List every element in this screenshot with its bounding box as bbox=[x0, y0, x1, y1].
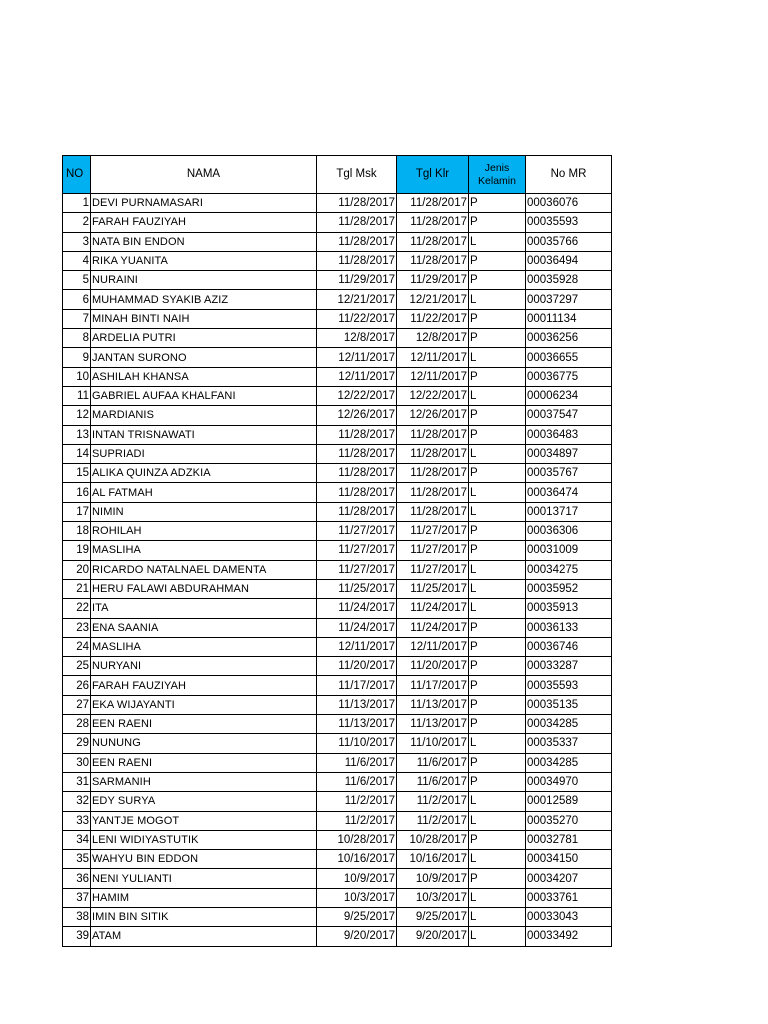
cell-no-mr[interactable]: 00035593 bbox=[526, 676, 612, 695]
cell-no[interactable]: 15 bbox=[63, 464, 91, 483]
cell-tgl-klr[interactable]: 12/22/2017 bbox=[397, 386, 469, 405]
cell-nama[interactable]: FARAH FAUZIYAH bbox=[91, 213, 317, 232]
cell-tgl-klr[interactable]: 11/28/2017 bbox=[397, 232, 469, 251]
cell-nama[interactable]: SUPRIADI bbox=[91, 444, 317, 463]
cell-no-mr[interactable]: 00013717 bbox=[526, 502, 612, 521]
cell-no[interactable]: 10 bbox=[63, 367, 91, 386]
cell-nama[interactable]: ROHILAH bbox=[91, 522, 317, 541]
table-row bbox=[63, 425, 612, 444]
cell-no-mr[interactable]: 00034150 bbox=[526, 850, 612, 869]
cell-no[interactable]: 27 bbox=[63, 695, 91, 714]
cell-no-mr[interactable]: 00034970 bbox=[526, 772, 612, 791]
cell-no-mr[interactable]: 00037297 bbox=[526, 290, 612, 309]
table-row bbox=[63, 830, 612, 849]
patient-table bbox=[62, 155, 612, 947]
table-row bbox=[63, 792, 612, 811]
cell-tgl-msk[interactable]: 11/28/2017 bbox=[317, 464, 397, 483]
header-jenis-kelamin-line1: Jenis bbox=[484, 161, 510, 174]
cell-no-mr[interactable]: 00011134 bbox=[526, 309, 612, 328]
cell-tgl-msk[interactable]: 11/6/2017 bbox=[317, 772, 397, 791]
cell-nama[interactable]: NUNUNG bbox=[91, 734, 317, 753]
cell-jenis-kelamin[interactable]: L bbox=[469, 348, 526, 367]
cell-tgl-msk[interactable]: 9/20/2017 bbox=[317, 927, 397, 946]
table-row bbox=[63, 560, 612, 579]
table-row bbox=[63, 772, 612, 791]
table-row bbox=[63, 811, 612, 830]
cell-nama[interactable]: EEN RAENI bbox=[91, 715, 317, 734]
cell-no-mr[interactable]: 00033492 bbox=[526, 927, 612, 946]
cell-nama[interactable]: LENI WIDIYASTUTIK bbox=[91, 830, 317, 849]
cell-tgl-klr[interactable]: 11/24/2017 bbox=[397, 599, 469, 618]
cell-nama[interactable]: ITA bbox=[91, 599, 317, 618]
cell-jenis-kelamin[interactable]: P bbox=[469, 194, 526, 213]
cell-jenis-kelamin[interactable]: L bbox=[469, 444, 526, 463]
cell-no[interactable]: 13 bbox=[63, 425, 91, 444]
cell-jenis-kelamin[interactable]: P bbox=[469, 309, 526, 328]
cell-jenis-kelamin[interactable]: L bbox=[469, 792, 526, 811]
cell-tgl-msk[interactable]: 11/28/2017 bbox=[317, 502, 397, 521]
cell-tgl-msk[interactable]: 11/6/2017 bbox=[317, 753, 397, 772]
cell-tgl-klr[interactable]: 11/22/2017 bbox=[397, 309, 469, 328]
cell-nama[interactable]: JANTAN SURONO bbox=[91, 348, 317, 367]
cell-nama[interactable]: DEVI PURNAMASARI bbox=[91, 194, 317, 213]
cell-tgl-msk[interactable]: 11/13/2017 bbox=[317, 715, 397, 734]
cell-no-mr[interactable]: 00034285 bbox=[526, 715, 612, 734]
header-no-mr[interactable]: No MR bbox=[526, 156, 612, 194]
cell-tgl-msk[interactable]: 11/13/2017 bbox=[317, 695, 397, 714]
table-row bbox=[63, 251, 612, 270]
cell-tgl-klr[interactable]: 11/28/2017 bbox=[397, 194, 469, 213]
cell-tgl-msk[interactable]: 10/3/2017 bbox=[317, 888, 397, 907]
cell-jenis-kelamin[interactable]: L bbox=[469, 386, 526, 405]
cell-no[interactable]: 23 bbox=[63, 618, 91, 637]
table-body bbox=[63, 194, 612, 947]
cell-no-mr[interactable]: 00034897 bbox=[526, 444, 612, 463]
cell-jenis-kelamin[interactable]: P bbox=[469, 464, 526, 483]
header-jenis-kelamin[interactable] bbox=[469, 156, 526, 194]
cell-jenis-kelamin[interactable]: P bbox=[469, 618, 526, 637]
table-row bbox=[63, 734, 612, 753]
cell-nama[interactable]: WAHYU BIN EDDON bbox=[91, 850, 317, 869]
cell-jenis-kelamin[interactable]: L bbox=[469, 927, 526, 946]
cell-jenis-kelamin[interactable]: P bbox=[469, 869, 526, 888]
table-row bbox=[63, 695, 612, 714]
cell-no-mr[interactable]: 00036306 bbox=[526, 522, 612, 541]
cell-no-mr[interactable]: 00035593 bbox=[526, 213, 612, 232]
cell-jenis-kelamin[interactable]: P bbox=[469, 271, 526, 290]
cell-tgl-msk[interactable]: 11/2/2017 bbox=[317, 792, 397, 811]
cell-tgl-klr[interactable]: 12/11/2017 bbox=[397, 637, 469, 656]
cell-jenis-kelamin[interactable]: L bbox=[469, 232, 526, 251]
cell-tgl-klr[interactable]: 12/11/2017 bbox=[397, 367, 469, 386]
cell-no[interactable]: 32 bbox=[63, 792, 91, 811]
cell-no[interactable]: 22 bbox=[63, 599, 91, 618]
cell-no[interactable]: 9 bbox=[63, 348, 91, 367]
table-row bbox=[63, 715, 612, 734]
table-row bbox=[63, 290, 612, 309]
table-row bbox=[63, 522, 612, 541]
cell-no-mr[interactable]: 00036746 bbox=[526, 637, 612, 656]
cell-tgl-klr[interactable]: 11/28/2017 bbox=[397, 213, 469, 232]
cell-tgl-msk[interactable]: 11/29/2017 bbox=[317, 271, 397, 290]
cell-tgl-msk[interactable]: 11/27/2017 bbox=[317, 560, 397, 579]
cell-tgl-msk[interactable]: 11/28/2017 bbox=[317, 251, 397, 270]
cell-tgl-klr[interactable]: 11/28/2017 bbox=[397, 444, 469, 463]
cell-no-mr[interactable]: 00033043 bbox=[526, 907, 612, 926]
table-row bbox=[63, 367, 612, 386]
cell-nama[interactable]: ASHILAH KHANSA bbox=[91, 367, 317, 386]
cell-tgl-msk[interactable]: 11/28/2017 bbox=[317, 444, 397, 463]
cell-tgl-msk[interactable]: 11/28/2017 bbox=[317, 425, 397, 444]
cell-no[interactable]: 7 bbox=[63, 309, 91, 328]
cell-nama[interactable]: FARAH FAUZIYAH bbox=[91, 676, 317, 695]
cell-no[interactable]: 2 bbox=[63, 213, 91, 232]
cell-no[interactable]: 12 bbox=[63, 406, 91, 425]
cell-no[interactable]: 31 bbox=[63, 772, 91, 791]
cell-nama[interactable]: ENA SAANIA bbox=[91, 618, 317, 637]
cell-tgl-klr[interactable]: 11/29/2017 bbox=[397, 271, 469, 290]
cell-jenis-kelamin[interactable]: L bbox=[469, 560, 526, 579]
cell-tgl-msk[interactable]: 11/22/2017 bbox=[317, 309, 397, 328]
cell-jenis-kelamin[interactable]: P bbox=[469, 213, 526, 232]
cell-no-mr[interactable]: 00034207 bbox=[526, 869, 612, 888]
cell-nama[interactable]: MARDIANIS bbox=[91, 406, 317, 425]
table-row bbox=[63, 348, 612, 367]
cell-no[interactable]: 38 bbox=[63, 907, 91, 926]
cell-no[interactable]: 33 bbox=[63, 811, 91, 830]
cell-no-mr[interactable]: 00036655 bbox=[526, 348, 612, 367]
cell-tgl-msk[interactable]: 11/17/2017 bbox=[317, 676, 397, 695]
cell-tgl-klr[interactable]: 11/2/2017 bbox=[397, 811, 469, 830]
cell-tgl-msk[interactable]: 11/10/2017 bbox=[317, 734, 397, 753]
cell-no-mr[interactable]: 00036483 bbox=[526, 425, 612, 444]
cell-jenis-kelamin[interactable]: L bbox=[469, 907, 526, 926]
cell-tgl-klr[interactable]: 10/9/2017 bbox=[397, 869, 469, 888]
cell-tgl-msk[interactable]: 10/28/2017 bbox=[317, 830, 397, 849]
cell-tgl-klr[interactable]: 10/28/2017 bbox=[397, 830, 469, 849]
cell-tgl-klr[interactable]: 11/17/2017 bbox=[397, 676, 469, 695]
cell-tgl-msk[interactable]: 10/16/2017 bbox=[317, 850, 397, 869]
cell-jenis-kelamin[interactable]: L bbox=[469, 599, 526, 618]
cell-nama[interactable]: GABRIEL AUFAA KHALFANI bbox=[91, 386, 317, 405]
cell-tgl-msk[interactable]: 11/28/2017 bbox=[317, 213, 397, 232]
cell-tgl-klr[interactable]: 11/25/2017 bbox=[397, 579, 469, 598]
cell-no-mr[interactable]: 00035952 bbox=[526, 579, 612, 598]
cell-no[interactable]: 16 bbox=[63, 483, 91, 502]
cell-no[interactable]: 30 bbox=[63, 753, 91, 772]
cell-jenis-kelamin[interactable]: L bbox=[469, 502, 526, 521]
header-nama[interactable]: NAMA bbox=[91, 156, 317, 194]
cell-tgl-klr[interactable]: 11/28/2017 bbox=[397, 464, 469, 483]
cell-no[interactable]: 26 bbox=[63, 676, 91, 695]
cell-tgl-msk[interactable]: 11/28/2017 bbox=[317, 232, 397, 251]
table-row bbox=[63, 386, 612, 405]
cell-no-mr[interactable]: 00036256 bbox=[526, 329, 612, 348]
cell-tgl-klr[interactable]: 9/25/2017 bbox=[397, 907, 469, 926]
cell-jenis-kelamin[interactable]: P bbox=[469, 637, 526, 656]
cell-no[interactable]: 39 bbox=[63, 927, 91, 946]
cell-nama[interactable]: ARDELIA PUTRI bbox=[91, 329, 317, 348]
table-row bbox=[63, 406, 612, 425]
cell-tgl-klr[interactable]: 11/10/2017 bbox=[397, 734, 469, 753]
cell-jenis-kelamin[interactable]: P bbox=[469, 676, 526, 695]
cell-jenis-kelamin[interactable]: L bbox=[469, 850, 526, 869]
cell-no-mr[interactable]: 00035135 bbox=[526, 695, 612, 714]
cell-tgl-klr[interactable]: 11/28/2017 bbox=[397, 425, 469, 444]
cell-nama[interactable]: AL FATMAH bbox=[91, 483, 317, 502]
cell-tgl-klr[interactable]: 11/27/2017 bbox=[397, 560, 469, 579]
cell-no[interactable]: 20 bbox=[63, 560, 91, 579]
cell-no-mr[interactable]: 00036076 bbox=[526, 194, 612, 213]
cell-no[interactable]: 8 bbox=[63, 329, 91, 348]
cell-no[interactable]: 1 bbox=[63, 194, 91, 213]
cell-jenis-kelamin[interactable]: P bbox=[469, 715, 526, 734]
cell-no[interactable]: 11 bbox=[63, 386, 91, 405]
table-row bbox=[63, 271, 612, 290]
cell-jenis-kelamin[interactable]: P bbox=[469, 772, 526, 791]
table-row bbox=[63, 637, 612, 656]
cell-tgl-klr[interactable]: 11/27/2017 bbox=[397, 541, 469, 560]
table-row bbox=[63, 599, 612, 618]
cell-nama[interactable]: NURYANI bbox=[91, 657, 317, 676]
cell-no[interactable]: 34 bbox=[63, 830, 91, 849]
table-row bbox=[63, 850, 612, 869]
cell-no[interactable]: 24 bbox=[63, 637, 91, 656]
header-row bbox=[63, 156, 612, 194]
header-jenis-kelamin-line2: Kelamin bbox=[478, 174, 516, 187]
cell-jenis-kelamin[interactable]: P bbox=[469, 657, 526, 676]
cell-no-mr[interactable]: 00037547 bbox=[526, 406, 612, 425]
cell-tgl-klr[interactable]: 12/11/2017 bbox=[397, 348, 469, 367]
table-row bbox=[63, 888, 612, 907]
cell-no-mr[interactable]: 00033761 bbox=[526, 888, 612, 907]
cell-tgl-msk[interactable]: 11/2/2017 bbox=[317, 811, 397, 830]
cell-jenis-kelamin[interactable]: P bbox=[469, 522, 526, 541]
cell-nama[interactable]: NENI YULIANTI bbox=[91, 869, 317, 888]
cell-tgl-msk[interactable]: 11/20/2017 bbox=[317, 657, 397, 676]
cell-tgl-klr[interactable]: 11/6/2017 bbox=[397, 772, 469, 791]
table-row bbox=[63, 502, 612, 521]
cell-tgl-klr[interactable]: 12/8/2017 bbox=[397, 329, 469, 348]
cell-nama[interactable]: NATA BIN ENDON bbox=[91, 232, 317, 251]
cell-tgl-msk[interactable]: 11/24/2017 bbox=[317, 599, 397, 618]
cell-tgl-msk[interactable]: 11/27/2017 bbox=[317, 541, 397, 560]
cell-tgl-klr[interactable]: 12/26/2017 bbox=[397, 406, 469, 425]
cell-no-mr[interactable]: 00031009 bbox=[526, 541, 612, 560]
cell-nama[interactable]: MINAH BINTI NAIH bbox=[91, 309, 317, 328]
cell-jenis-kelamin[interactable]: L bbox=[469, 734, 526, 753]
cell-no-mr[interactable]: 00035913 bbox=[526, 599, 612, 618]
cell-tgl-klr[interactable]: 11/2/2017 bbox=[397, 792, 469, 811]
cell-jenis-kelamin[interactable]: L bbox=[469, 579, 526, 598]
cell-tgl-msk[interactable]: 12/8/2017 bbox=[317, 329, 397, 348]
cell-no-mr[interactable]: 00035337 bbox=[526, 734, 612, 753]
cell-no-mr[interactable]: 00035928 bbox=[526, 271, 612, 290]
cell-jenis-kelamin[interactable]: L bbox=[469, 290, 526, 309]
cell-no[interactable]: 19 bbox=[63, 541, 91, 560]
cell-nama[interactable]: MUHAMMAD SYAKIB AZIZ bbox=[91, 290, 317, 309]
cell-tgl-msk[interactable]: 11/25/2017 bbox=[317, 579, 397, 598]
cell-tgl-msk[interactable]: 12/11/2017 bbox=[317, 367, 397, 386]
cell-nama[interactable]: YANTJE MOGOT bbox=[91, 811, 317, 830]
cell-jenis-kelamin[interactable]: P bbox=[469, 367, 526, 386]
cell-no-mr[interactable]: 00034275 bbox=[526, 560, 612, 579]
table-row bbox=[63, 329, 612, 348]
cell-no[interactable]: 28 bbox=[63, 715, 91, 734]
header-tgl-klr[interactable]: Tgl Klr bbox=[397, 156, 469, 194]
table-row bbox=[63, 444, 612, 463]
cell-no[interactable]: 4 bbox=[63, 251, 91, 270]
cell-no[interactable]: 5 bbox=[63, 271, 91, 290]
cell-tgl-msk[interactable]: 12/11/2017 bbox=[317, 348, 397, 367]
cell-tgl-klr[interactable]: 9/20/2017 bbox=[397, 927, 469, 946]
cell-nama[interactable]: ALIKA QUINZA ADZKIA bbox=[91, 464, 317, 483]
cell-nama[interactable]: NURAINI bbox=[91, 271, 317, 290]
table-row bbox=[63, 907, 612, 926]
cell-nama[interactable]: IMIN BIN SITIK bbox=[91, 907, 317, 926]
cell-no[interactable]: 21 bbox=[63, 579, 91, 598]
cell-jenis-kelamin[interactable]: P bbox=[469, 753, 526, 772]
table-row bbox=[63, 753, 612, 772]
cell-no[interactable]: 35 bbox=[63, 850, 91, 869]
cell-tgl-klr[interactable]: 11/13/2017 bbox=[397, 715, 469, 734]
cell-jenis-kelamin[interactable]: P bbox=[469, 406, 526, 425]
cell-jenis-kelamin[interactable]: P bbox=[469, 695, 526, 714]
cell-tgl-klr[interactable]: 11/6/2017 bbox=[397, 753, 469, 772]
cell-nama[interactable]: HERU FALAWI ABDURAHMAN bbox=[91, 579, 317, 598]
cell-nama[interactable]: SARMANIH bbox=[91, 772, 317, 791]
cell-nama[interactable]: EEN RAENI bbox=[91, 753, 317, 772]
cell-nama[interactable]: INTAN TRISNAWATI bbox=[91, 425, 317, 444]
table-row bbox=[63, 309, 612, 328]
cell-jenis-kelamin[interactable]: L bbox=[469, 811, 526, 830]
cell-nama[interactable]: NIMIN bbox=[91, 502, 317, 521]
cell-no[interactable]: 36 bbox=[63, 869, 91, 888]
table-row bbox=[63, 541, 612, 560]
header-no[interactable]: NO bbox=[63, 156, 91, 194]
cell-no-mr[interactable]: 00006234 bbox=[526, 386, 612, 405]
table-row bbox=[63, 869, 612, 888]
cell-no-mr[interactable]: 00034285 bbox=[526, 753, 612, 772]
table-row bbox=[63, 464, 612, 483]
cell-no[interactable]: 29 bbox=[63, 734, 91, 753]
cell-no[interactable]: 3 bbox=[63, 232, 91, 251]
cell-tgl-msk[interactable]: 11/24/2017 bbox=[317, 618, 397, 637]
cell-jenis-kelamin[interactable]: L bbox=[469, 483, 526, 502]
cell-nama[interactable]: EDY SURYA bbox=[91, 792, 317, 811]
cell-no[interactable]: 18 bbox=[63, 522, 91, 541]
cell-tgl-msk[interactable]: 12/21/2017 bbox=[317, 290, 397, 309]
table-row bbox=[63, 232, 612, 251]
cell-jenis-kelamin[interactable]: P bbox=[469, 425, 526, 444]
cell-no-mr[interactable]: 00036133 bbox=[526, 618, 612, 637]
cell-nama[interactable]: HAMIM bbox=[91, 888, 317, 907]
cell-jenis-kelamin[interactable]: P bbox=[469, 541, 526, 560]
cell-no-mr[interactable]: 00035766 bbox=[526, 232, 612, 251]
table-row bbox=[63, 194, 612, 213]
cell-no[interactable]: 37 bbox=[63, 888, 91, 907]
cell-nama[interactable]: RICARDO NATALNAEL DAMENTA bbox=[91, 560, 317, 579]
cell-no-mr[interactable]: 00032781 bbox=[526, 830, 612, 849]
table-row bbox=[63, 676, 612, 695]
cell-tgl-klr[interactable]: 10/3/2017 bbox=[397, 888, 469, 907]
cell-nama[interactable]: RIKA YUANITA bbox=[91, 251, 317, 270]
cell-tgl-klr[interactable]: 11/28/2017 bbox=[397, 502, 469, 521]
cell-tgl-klr[interactable]: 12/21/2017 bbox=[397, 290, 469, 309]
cell-jenis-kelamin[interactable]: P bbox=[469, 251, 526, 270]
cell-nama[interactable]: ATAM bbox=[91, 927, 317, 946]
table-row bbox=[63, 657, 612, 676]
table-row bbox=[63, 618, 612, 637]
cell-no[interactable]: 25 bbox=[63, 657, 91, 676]
table-row bbox=[63, 213, 612, 232]
cell-no-mr[interactable]: 00033287 bbox=[526, 657, 612, 676]
cell-no-mr[interactable]: 00036494 bbox=[526, 251, 612, 270]
cell-no-mr[interactable]: 00036474 bbox=[526, 483, 612, 502]
cell-nama[interactable]: EKA WIJAYANTI bbox=[91, 695, 317, 714]
cell-tgl-klr[interactable]: 10/16/2017 bbox=[397, 850, 469, 869]
cell-tgl-msk[interactable]: 11/28/2017 bbox=[317, 194, 397, 213]
table-row bbox=[63, 579, 612, 598]
cell-jenis-kelamin[interactable]: L bbox=[469, 888, 526, 907]
table-row bbox=[63, 927, 612, 946]
cell-tgl-klr[interactable]: 11/27/2017 bbox=[397, 522, 469, 541]
cell-no-mr[interactable]: 00035767 bbox=[526, 464, 612, 483]
header-tgl-msk[interactable]: Tgl Msk bbox=[317, 156, 397, 194]
cell-tgl-klr[interactable]: 11/20/2017 bbox=[397, 657, 469, 676]
cell-no[interactable]: 17 bbox=[63, 502, 91, 521]
cell-tgl-msk[interactable]: 10/9/2017 bbox=[317, 869, 397, 888]
cell-nama[interactable]: MASLIHA bbox=[91, 541, 317, 560]
cell-tgl-klr[interactable]: 11/28/2017 bbox=[397, 251, 469, 270]
cell-jenis-kelamin[interactable]: P bbox=[469, 830, 526, 849]
cell-no[interactable]: 6 bbox=[63, 290, 91, 309]
cell-tgl-klr[interactable]: 11/24/2017 bbox=[397, 618, 469, 637]
table-row bbox=[63, 483, 612, 502]
cell-tgl-msk[interactable]: 11/28/2017 bbox=[317, 483, 397, 502]
cell-tgl-msk[interactable]: 11/27/2017 bbox=[317, 522, 397, 541]
cell-no-mr[interactable]: 00036775 bbox=[526, 367, 612, 386]
cell-tgl-klr[interactable]: 11/13/2017 bbox=[397, 695, 469, 714]
cell-no-mr[interactable]: 00035270 bbox=[526, 811, 612, 830]
cell-tgl-msk[interactable]: 12/22/2017 bbox=[317, 386, 397, 405]
cell-no-mr[interactable]: 00012589 bbox=[526, 792, 612, 811]
cell-tgl-klr[interactable]: 11/28/2017 bbox=[397, 483, 469, 502]
cell-tgl-msk[interactable]: 12/11/2017 bbox=[317, 637, 397, 656]
cell-nama[interactable]: MASLIHA bbox=[91, 637, 317, 656]
cell-jenis-kelamin[interactable]: P bbox=[469, 329, 526, 348]
cell-tgl-msk[interactable]: 9/25/2017 bbox=[317, 907, 397, 926]
cell-no[interactable]: 14 bbox=[63, 444, 91, 463]
cell-tgl-msk[interactable]: 12/26/2017 bbox=[317, 406, 397, 425]
